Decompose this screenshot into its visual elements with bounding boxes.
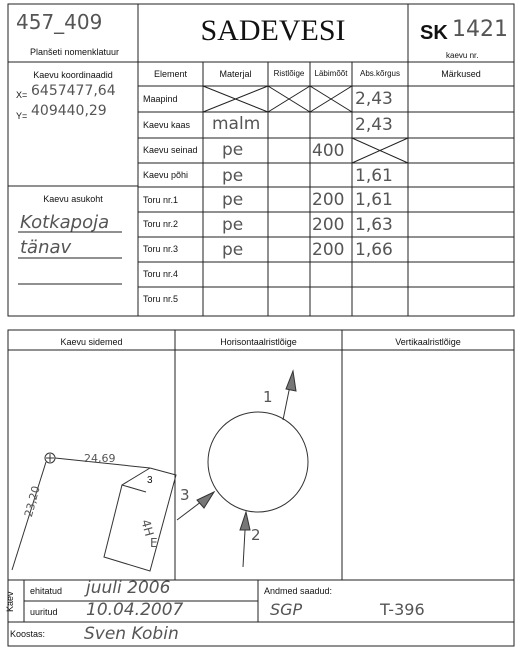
pipe-3-label: 3 [180,486,190,504]
col-header-element: Element [153,69,188,79]
col-header-cross: Ristlõige [273,69,305,78]
data-source-value: SGP [270,600,303,619]
measured-label: uuritud [30,607,58,617]
map-sheet-label: Planšeti nomenklatuur [30,47,120,57]
built-value: juuli 2006 [86,578,171,598]
pipe-1-label: 1 [263,388,273,406]
row-label: Toru nr.3 [143,244,179,254]
material-value: pe [222,240,244,260]
row-label: Toru nr.5 [143,294,179,304]
abs-height-value: 2,43 [355,89,393,109]
house-number: 3 [147,475,153,486]
row-label: Toru nr.4 [143,269,179,279]
col-header-abs: Abs.kõrgus [359,69,401,78]
well-nr-label: kaevu nr. [446,51,479,60]
well-side-label: Kaev [5,591,15,612]
col-header-notes: Märkused [441,69,481,79]
location-line2: tänav [20,237,72,258]
material-value: pe [222,166,244,186]
page-title: SADEVESI [200,14,346,47]
coord-y-value: 409440,29 [31,103,107,119]
material-value: malm [212,114,261,134]
pipe-2-label: 2 [251,526,261,544]
abs-height-value: 1,61 [355,190,393,210]
data-source-label: Andmed saadud: [264,586,333,596]
house-letter: E [150,536,158,550]
coord-x-label: X= [16,90,28,100]
section-vertical-title: Vertikaalristlõige [395,337,461,347]
material-value: pe [222,140,244,160]
well-prefix: SK [420,22,448,44]
col-header-diameter: Läbimõõt [314,69,348,78]
author-label: Koostas: [10,629,46,639]
distance-side-label: 23,20 [22,484,43,519]
house-label: 4H [138,518,157,538]
author-value: Sven Kobin [84,624,179,644]
section-horizontal-title: Horisontaalristlõige [220,337,297,347]
map-sheet-value: 457_409 [16,10,103,34]
abs-height-value: 1,63 [355,215,393,235]
links-sketch [12,453,176,571]
material-value: pe [222,215,244,235]
measured-value: 10.04.2007 [86,600,184,620]
diameter-value: 400 [312,141,345,161]
built-label: ehitatud [30,586,63,596]
row-label: Toru nr.2 [143,219,179,229]
diameter-value: 200 [312,215,345,235]
col-header-material: Materjal [219,69,252,79]
row-label: Toru nr.1 [143,195,179,205]
data-source-code: T-396 [380,600,425,619]
coordinates-label: Kaevu koordinaadid [33,70,113,80]
location-label: Kaevu asukoht [43,194,103,204]
coord-x-value: 6457477,64 [31,83,116,99]
distance-top-label: 24,69 [84,452,116,465]
abs-height-value: 1,66 [355,240,393,260]
diameter-value: 200 [312,240,345,260]
row-label: Kaevu seinad [143,145,198,155]
abs-height-value: 2,43 [355,115,393,135]
row-label: Kaevu kaas [143,120,191,130]
coord-y-label: Y= [16,111,28,121]
abs-height-value: 1,61 [355,166,393,186]
section-links-title: Kaevu sidemed [60,337,123,347]
well-number: 1421 [452,17,508,42]
location-line1: Kotkapoja [20,212,110,233]
horizontal-section-drawing [177,371,308,567]
diameter-value: 200 [312,190,345,210]
material-value: pe [222,190,244,210]
row-label: Maapind [143,94,178,104]
row-label: Kaevu põhi [143,170,189,180]
